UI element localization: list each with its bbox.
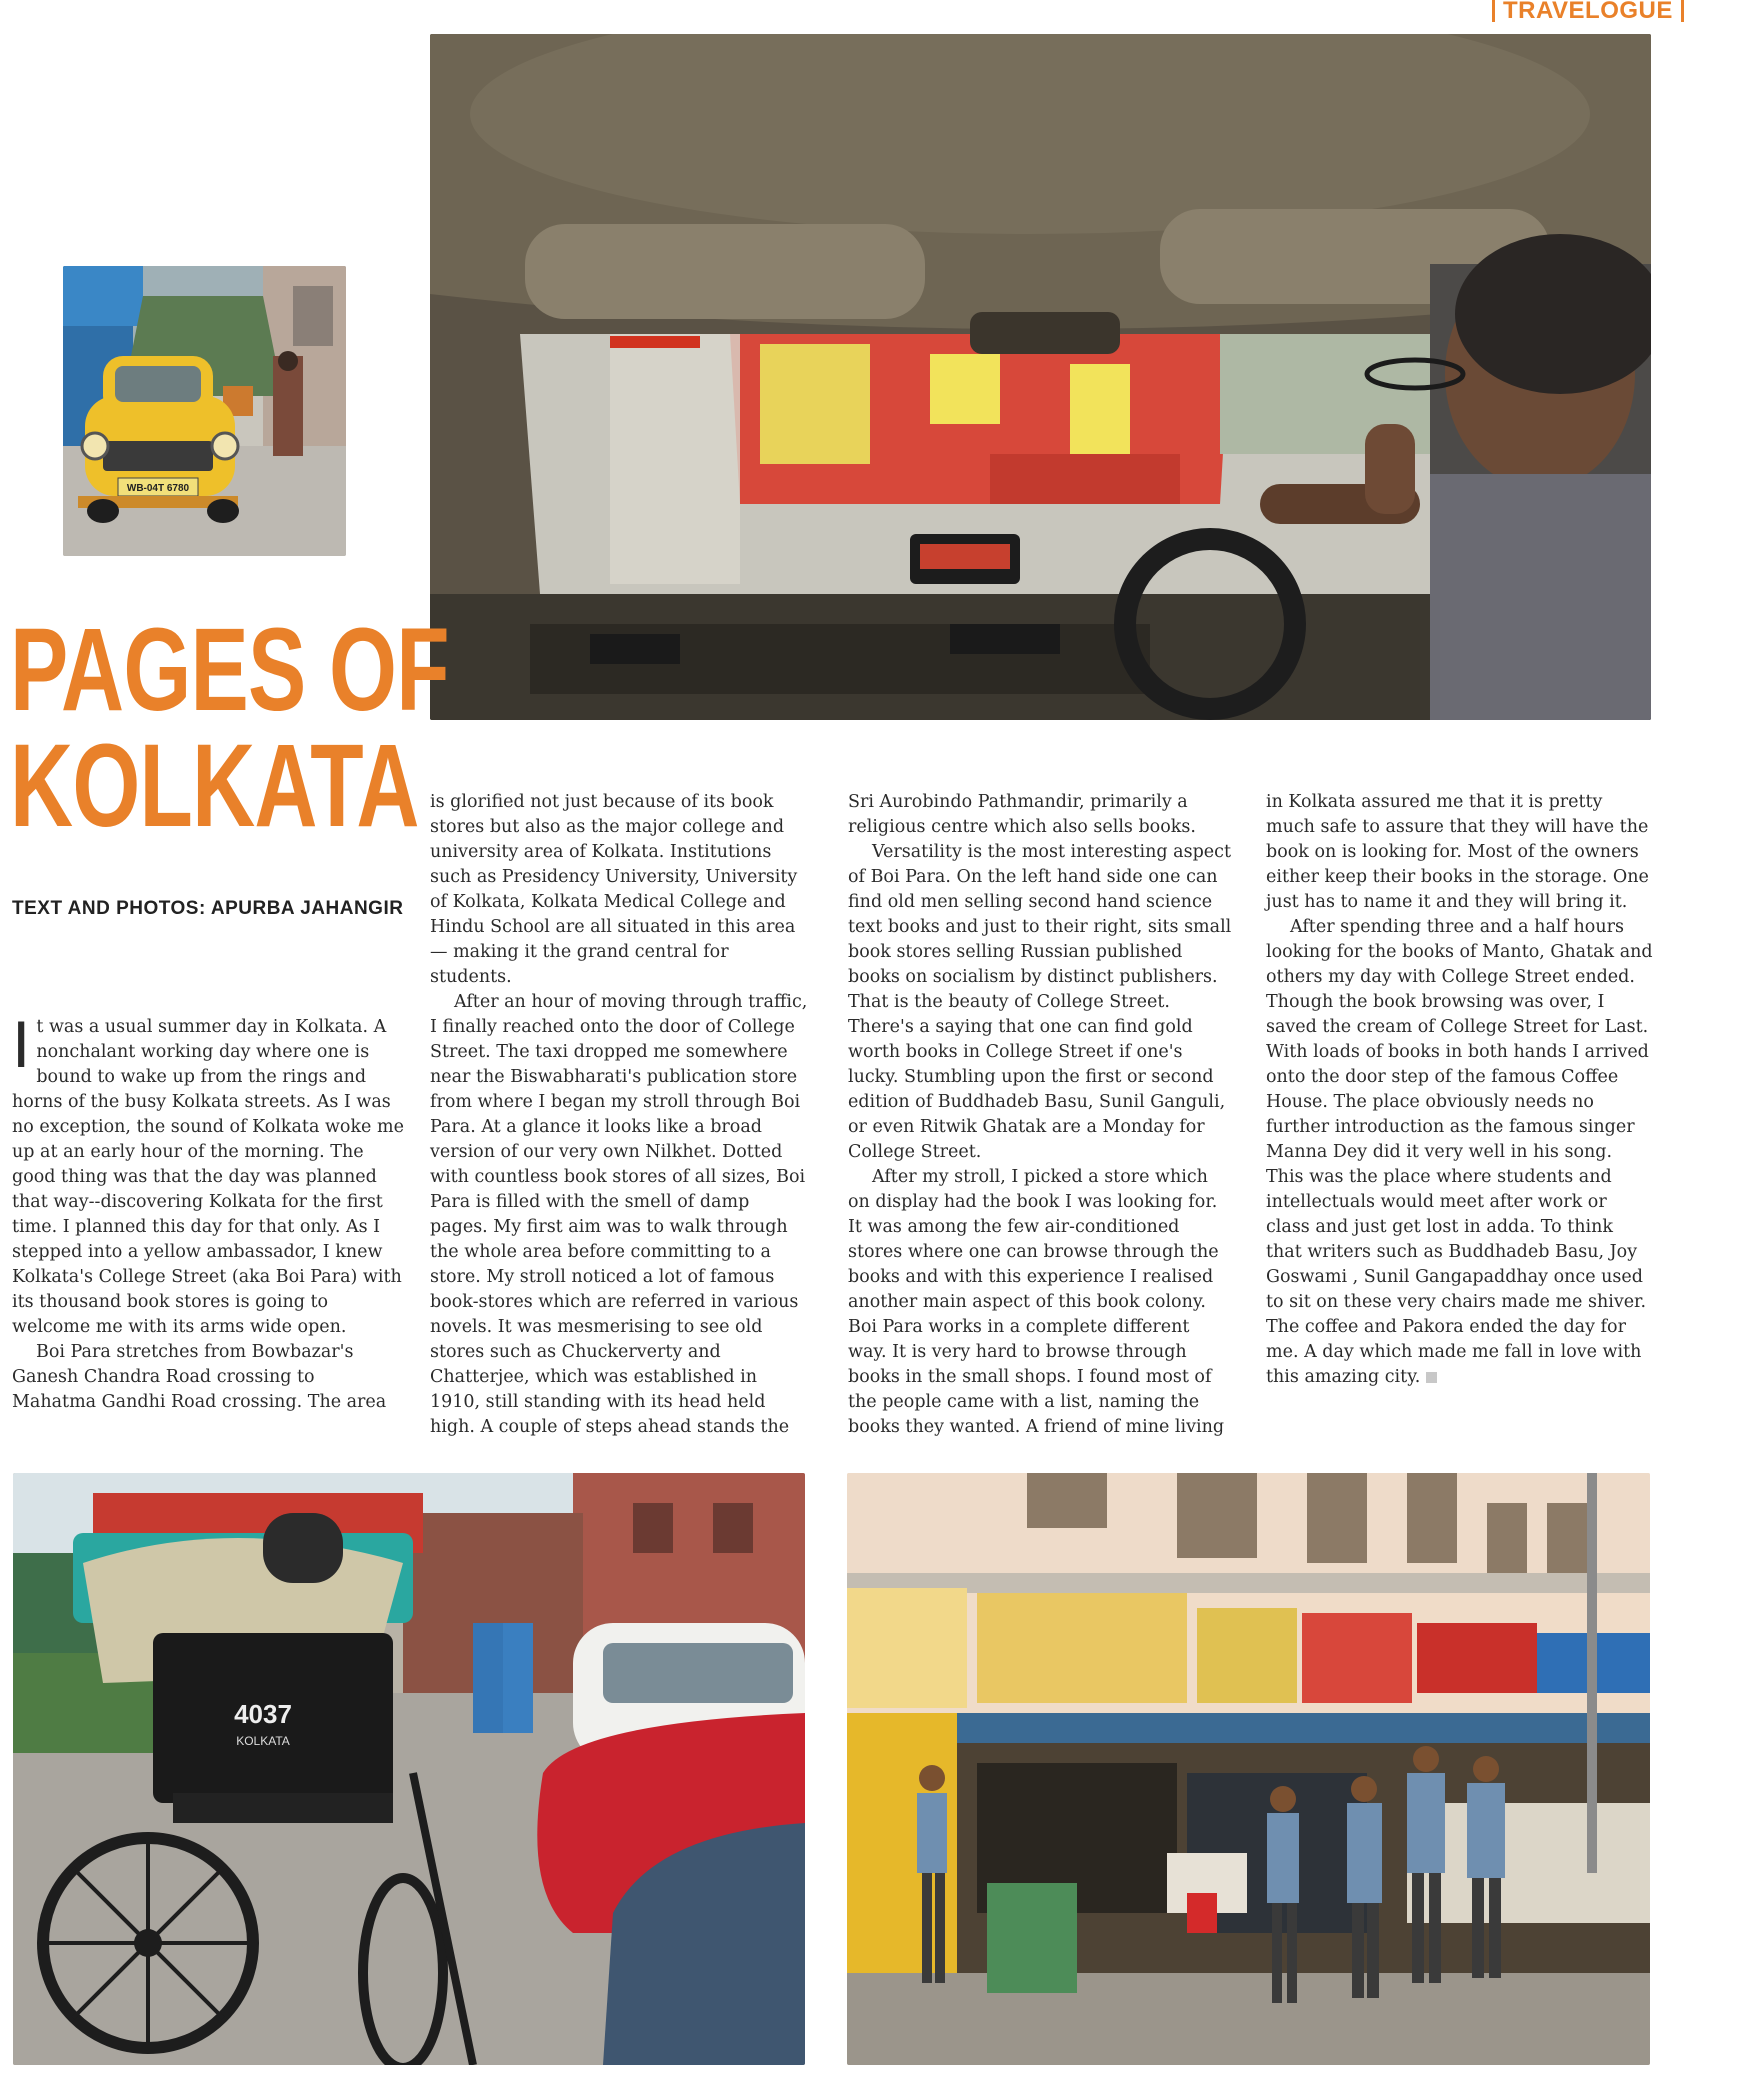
dropcap: I [12, 1007, 31, 1081]
end-mark-icon [1426, 1372, 1437, 1383]
paragraph: After spending three and a half hours looking for the books of Manto, Ghatak and others my day with College Street ended. Though the book browsing was over, I saved the cream of College Street for Last. With loads of books in both hands I arrived onto the door step of the famous Coffee House. The place obviously needs no further introduction as the famous singer Manna Dey did it very well in his song. This was the place where students and intellectuals would meet after work or class and just get lost in adda. To think that writers such as Buddhadeb Basu, Joy Goswami , Sunil Gangapaddhay once used to sit on these very chairs made me shiver. The coffee and Pakora ended the day for me. A day which made me fall in love with this amazing city. [1266, 917, 1653, 1387]
article-column-4 [1266, 790, 1654, 1390]
article-column-3 [848, 790, 1232, 1440]
byline: TEXT AND PHOTOS: APURBA JAHANGIR [12, 898, 404, 919]
article-column-2 [430, 790, 810, 1440]
taxi-plate-text: WB-04T 6780 [126, 483, 190, 494]
paragraph: Versatility is the most interesting aspect of Boi Para. On the left hand side one can find old men selling second hand science text books and just to their right, sits small book stores selling Russian published books on socialism by distinct publishers. That is the beauty of College Street. There's a saying that one can find gold worth books in College Street if one's lucky. Stumbling upon the first or second edition of Buddhadeb Basu, Sunil Ganguli, or even Ritwik Ghatak are a Monday for College Street. [848, 842, 1232, 1162]
article-column-1 [12, 1007, 404, 1415]
paragraph: is glorified not just because of its book stores but also as the major college and university area of Kolkata. Institutions such as Presidency University, University of Kolkata, Kolkata Medical College and Hindu School are all situated in this area— making it the grand central for students. [430, 792, 798, 987]
paragraph: After an hour of moving through traffic, I finally reached onto the door of College Street. The taxi dropped me somewhere near the Biswabharati's publication store from where I began my stroll through Boi Para. At a glance it looks like a broad version of our very own Nilkhet. Dotted with countless book stores of all sizes, Boi Para is filled with the smell of damp pages. My first aim was to walk through the whole area before committing to a store. My stroll noticed a lot of famous book-stores which are referred in various novels. It was mesmerising to see old stores such as Chuckerverty and Chatterjee, which was established in 1910, still standing with its head held high. A couple of steps ahead stands the [430, 992, 808, 1437]
rickshaw-number: 4037 [234, 1699, 292, 1729]
yellow-taxi-photo [63, 266, 346, 556]
paragraph: t was a usual summer day in Kolkata. A nonchalant working day where one is bound to wake up from the rings and horns of the busy Kolkata streets. As I was no exception, the sound of Kolkata woke me up at an early hour of the morning. The good thing was that the day was planned that way--discovering Kolkata for the first time. I planned this day for that only. As I stepped into a yellow ambassador, I knew Kolkata's College Street (aka Boi Para) with its thousand book stores is going to welcome me with its arms wide open. [12, 1017, 404, 1337]
paragraph: Boi Para stretches from Bowbazar's Ganesh Chandra Road crossing to Mahatma Gandhi Road crossing. The area [12, 1342, 387, 1412]
section-tag: TRAVELOGUE [1492, 0, 1684, 22]
paragraph: in Kolkata assured me that it is pretty much safe to assure that they will have the book on is looking for. Most of the owners either keep their books in the storage. One just has to name it and they will bring it. [1266, 792, 1649, 912]
paragraph: After my stroll, I picked a store which on display had the book I was looking for. It was among the few air-conditioned stores where one can browse through the books and with this experience I realised another main aspect of this book colony. Boi Para works in a complete different way. It is very hard to browse through books in the small shops. I found most of the people came with a list, naming the books they wanted. A friend of mine living [848, 1167, 1225, 1437]
taxi-interior-photo [430, 34, 1651, 720]
headline-line-2: KOLKATA [10, 720, 419, 852]
headline [10, 604, 449, 852]
headline-line-1: PAGES OF [10, 604, 449, 736]
rickshaw-sub: KOLKATA [236, 1734, 290, 1748]
rickshaw-photo [13, 1473, 805, 2065]
paragraph: Sri Aurobindo Pathmandir, primarily a religious centre which also sells books. [848, 792, 1196, 837]
book-stalls-photo [847, 1473, 1650, 2065]
